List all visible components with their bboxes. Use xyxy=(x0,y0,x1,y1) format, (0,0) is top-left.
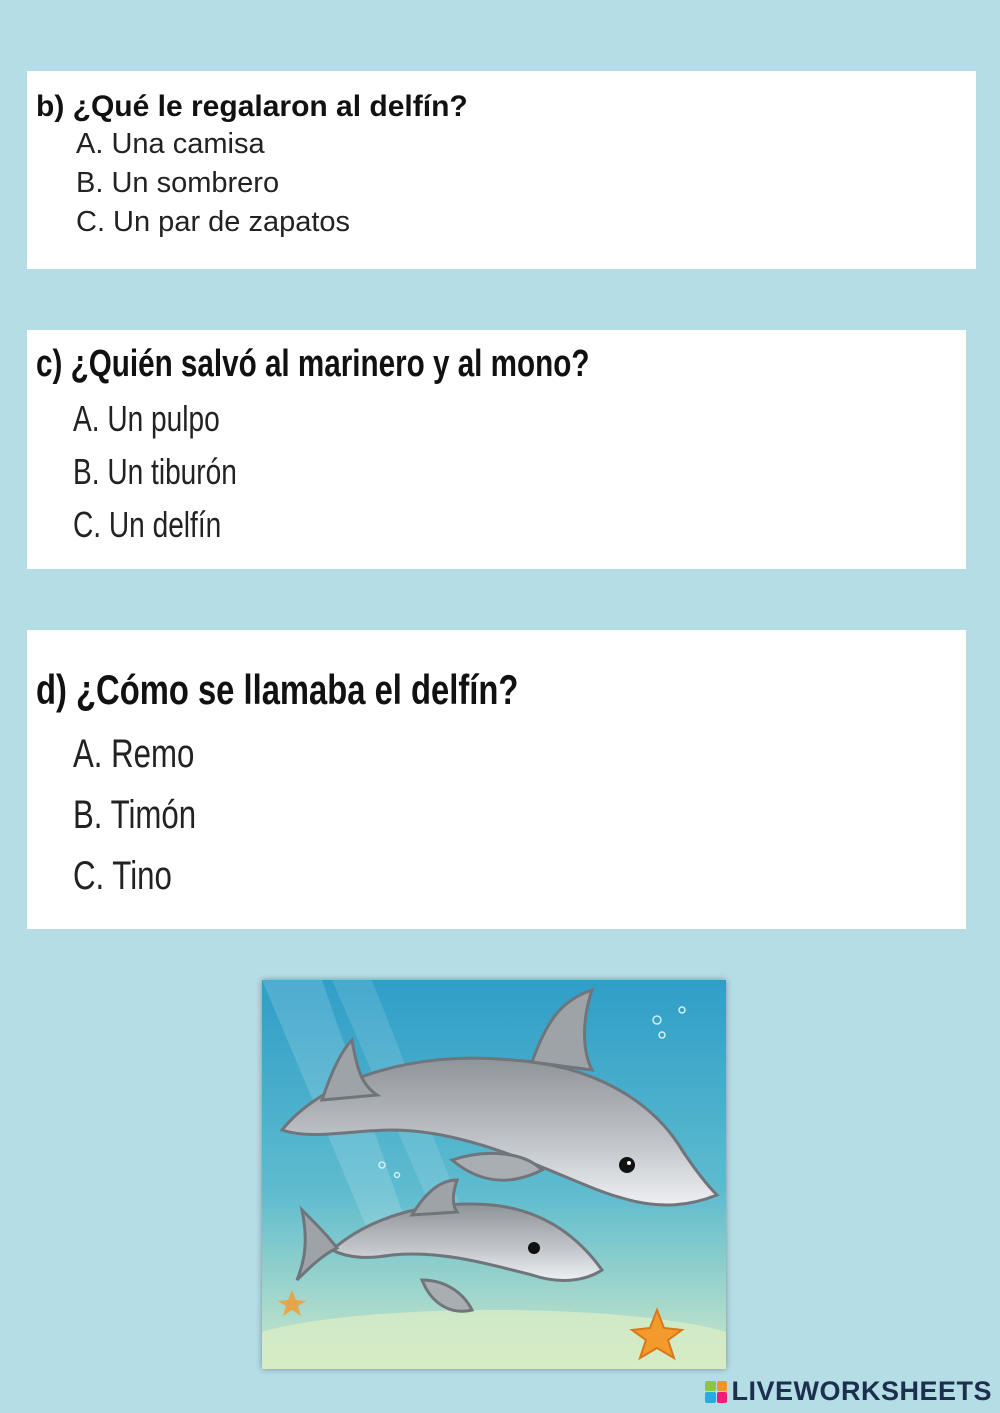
question-card-b xyxy=(27,71,976,269)
question-b-text: b) ¿Qué le regalaron al delfín? xyxy=(36,90,468,123)
question-card-d xyxy=(27,630,966,929)
question-d-options xyxy=(36,712,966,907)
question-card-c xyxy=(27,330,966,569)
option-c-c[interactable]: C. Un delfín xyxy=(73,504,222,545)
option-d-b[interactable]: B. Timón xyxy=(73,793,197,837)
option-b-b[interactable]: B. Un sombrero xyxy=(76,167,280,199)
brand-label: LIVEWORKSHEETS xyxy=(731,1376,992,1406)
option-c-b[interactable]: B. Un tiburón xyxy=(73,451,237,492)
option-b-a[interactable]: A. Una camisa xyxy=(76,128,265,160)
question-b-options xyxy=(36,125,976,242)
option-d-a[interactable]: A. Remo xyxy=(73,732,195,776)
option-d-c[interactable]: C. Tino xyxy=(73,854,172,898)
brand-logo xyxy=(705,1376,992,1407)
option-b-c[interactable]: C. Un par de zapatos xyxy=(76,206,351,238)
question-c-options xyxy=(36,386,966,551)
question-d-text: d) ¿Cómo se llamaba el delfín? xyxy=(36,666,519,713)
liveworksheets-logo-icon xyxy=(705,1381,727,1403)
question-c-text: c) ¿Quién salvó al marinero y al mono? xyxy=(36,343,590,385)
dolphin-illustration-icon xyxy=(262,980,726,1369)
option-c-a[interactable]: A. Un pulpo xyxy=(73,398,220,439)
